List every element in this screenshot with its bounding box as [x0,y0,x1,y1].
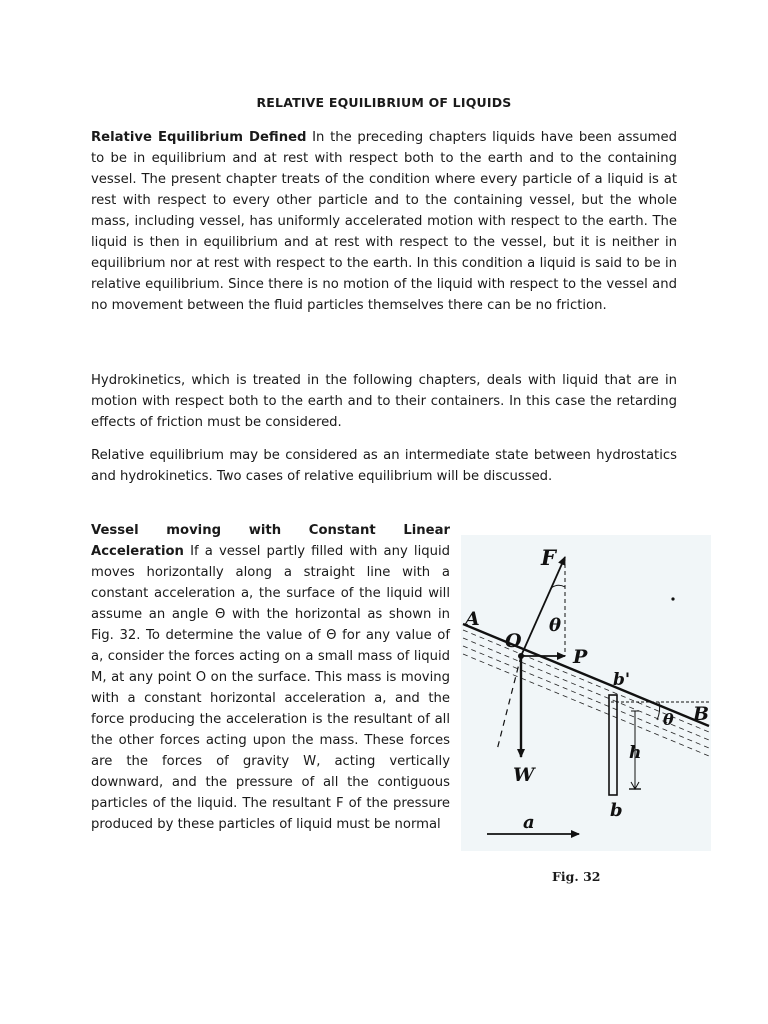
label-theta-top: θ [549,615,562,636]
force-diagram [461,535,711,851]
paragraph-relative-equilibrium-defined [91,127,677,316]
label-theta-right: θ [663,710,674,729]
figure-caption: Fig. 32 [552,869,601,884]
normal-line [497,656,521,750]
paragraph-text: If a vessel partly filled with any liquid moves horizontally along a straight line with a constant acceleration a, the surface of the liquid will assume an angle Θ with the horizontal as shown in Fig. 32. To determine the value of Θ for any value of a, consider the forces acting on a small mass of liquid M, at any point O on the surface. This mass is moving with a constant horizontal acceleration a, and the force producing the acceleration is the resultant of all the other forces acting upon the mass. These forces are the forces of gravity W, acting vertically downward, and the pressure of all the contiguous particles of the liquid. The resultant F of the pressure produced by these particles of liquid must be normal [91,544,450,832]
paragraph-text: In the preceding chapters liquids have been assumed to be in equilibrium and at rest with respect both to the earth and to the containing vessel. The present chapter treats of the condition where every particle of a liquid is at rest with respect to every other particle and to the containing vessel, but the whole mass, including vessel, has uniformly accelerated motion with respect to the earth. The liquid is then in equilibrium and at rest with respect to the vessel, but it is neither in equilibrium nor at rest with respect to the earth. In this condition a liquid is said to be in relative equilibrium. Since there is no motion of the liquid with respect to the vessel and no movement between the fluid particles themselves there can be no friction. [91,130,677,313]
figure-32 [461,535,711,851]
page-title: RELATIVE EQUILIBRIUM OF LIQUIDS [256,95,512,110]
force-f-arrow [521,557,565,656]
label-h: h [629,743,642,763]
label-p: P [573,646,588,668]
label-w: W [513,764,535,786]
section-heading: Relative Equilibrium Defined [91,130,307,145]
label-a-point: A [465,608,480,630]
point-o [518,653,524,659]
piezometer-tube [609,695,617,795]
paragraph-intermediate-state: Relative equilibrium may be considered as an intermediate state between hydrostatics and hydrokinetics. Two cases of relative equilibrium will be discussed. [91,448,677,484]
label-b-prime: b' [613,670,631,690]
paragraph-constant-linear-acceleration [91,520,450,835]
paragraph-hydrokinetics: Hydrokinetics, which is treated in the following chapters, deals with liquid that are in motion with respect both to the earth and to their containers. In this case the retarding effects of friction must be considered. [91,373,677,430]
section-heading: Vessel moving with Constant Linear Acceleration [91,523,450,559]
speck-dot [671,597,674,600]
label-acceleration: a [523,812,535,833]
label-f: F [541,545,556,570]
label-b-point: B [693,703,710,725]
label-o: O [505,630,522,652]
label-b: b [610,800,623,821]
